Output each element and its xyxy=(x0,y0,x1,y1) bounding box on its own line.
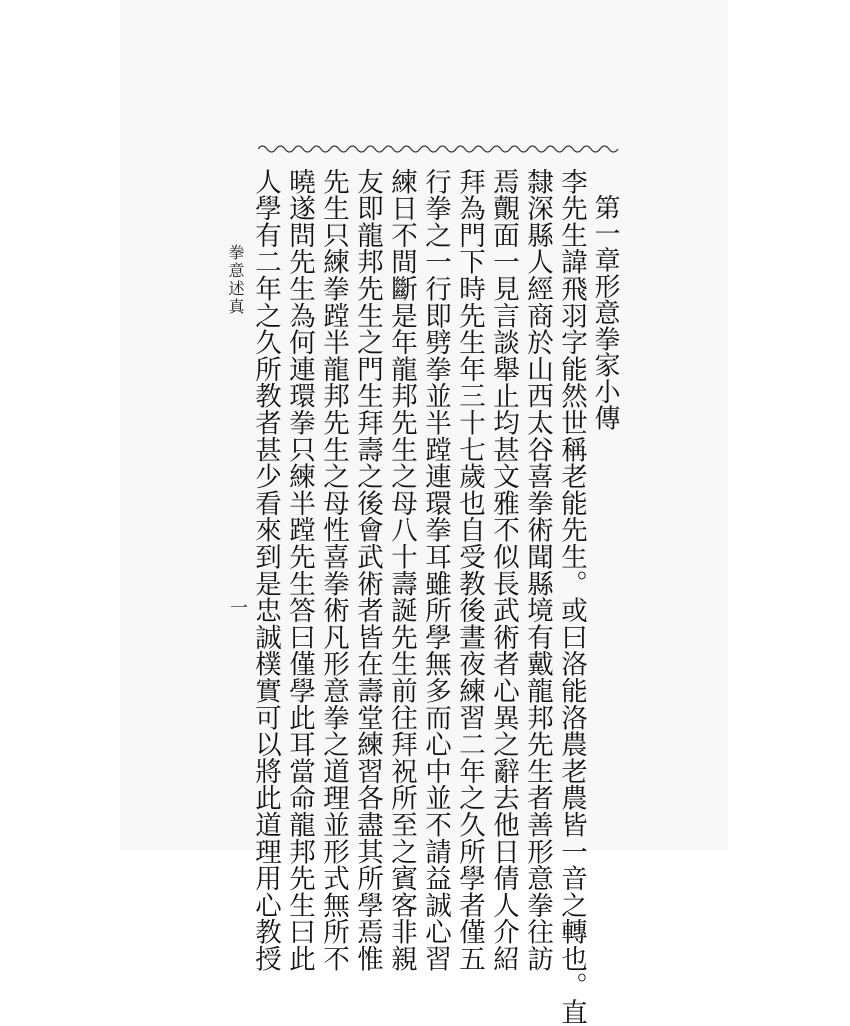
text-column: 焉覿面一見言談舉止均甚文雅不似長武術者心異之辭去他日倩人介紹 xyxy=(488,168,519,972)
vertical-text-body xyxy=(250,168,622,1026)
text-column: 先生只練拳蹚半龍邦先生之母性喜拳術凡形意拳之道理並形式無所不 xyxy=(318,168,349,972)
text-column: 人學有二年之久所教者甚少看來到是忠誠樸實可以將此道理用心教授 xyxy=(250,168,281,972)
text-column: 友即龍邦先生之門生拜壽之後會武術者皆在壽堂練習各盡其所學焉惟 xyxy=(352,168,383,972)
wavy-rule-divider xyxy=(258,143,620,155)
page-number: 一 xyxy=(227,598,248,616)
text-column: 練日不間斷是年龍邦先生之母八十壽誕先生前往拜祝所至之賓客非親 xyxy=(386,168,417,972)
chapter-title: 第一章形意拳家小傳 xyxy=(590,194,620,431)
text-column: 李先生諱飛羽字能然世稱老能先生。或曰洛能洛農老農皆一音之轉也。直 xyxy=(556,168,587,1026)
text-column: 曉遂問先生為何連環拳只練半蹚先生答曰僅學此耳當命龍邦先生曰此 xyxy=(284,168,315,972)
text-column: 行拳之一行即劈拳並半蹚連環拳耳雖所學無多而心中並不請益誠心習 xyxy=(420,168,451,972)
text-column: 拜為門下時先生年三十七歲也自受教後晝夜練習二年之久所學者僅五 xyxy=(454,168,485,972)
text-column: 隸深縣人經商於山西太谷喜拳術聞縣境有戴龍邦先生者善形意拳往訪 xyxy=(522,168,553,972)
running-title: 拳意述真 xyxy=(226,244,245,316)
